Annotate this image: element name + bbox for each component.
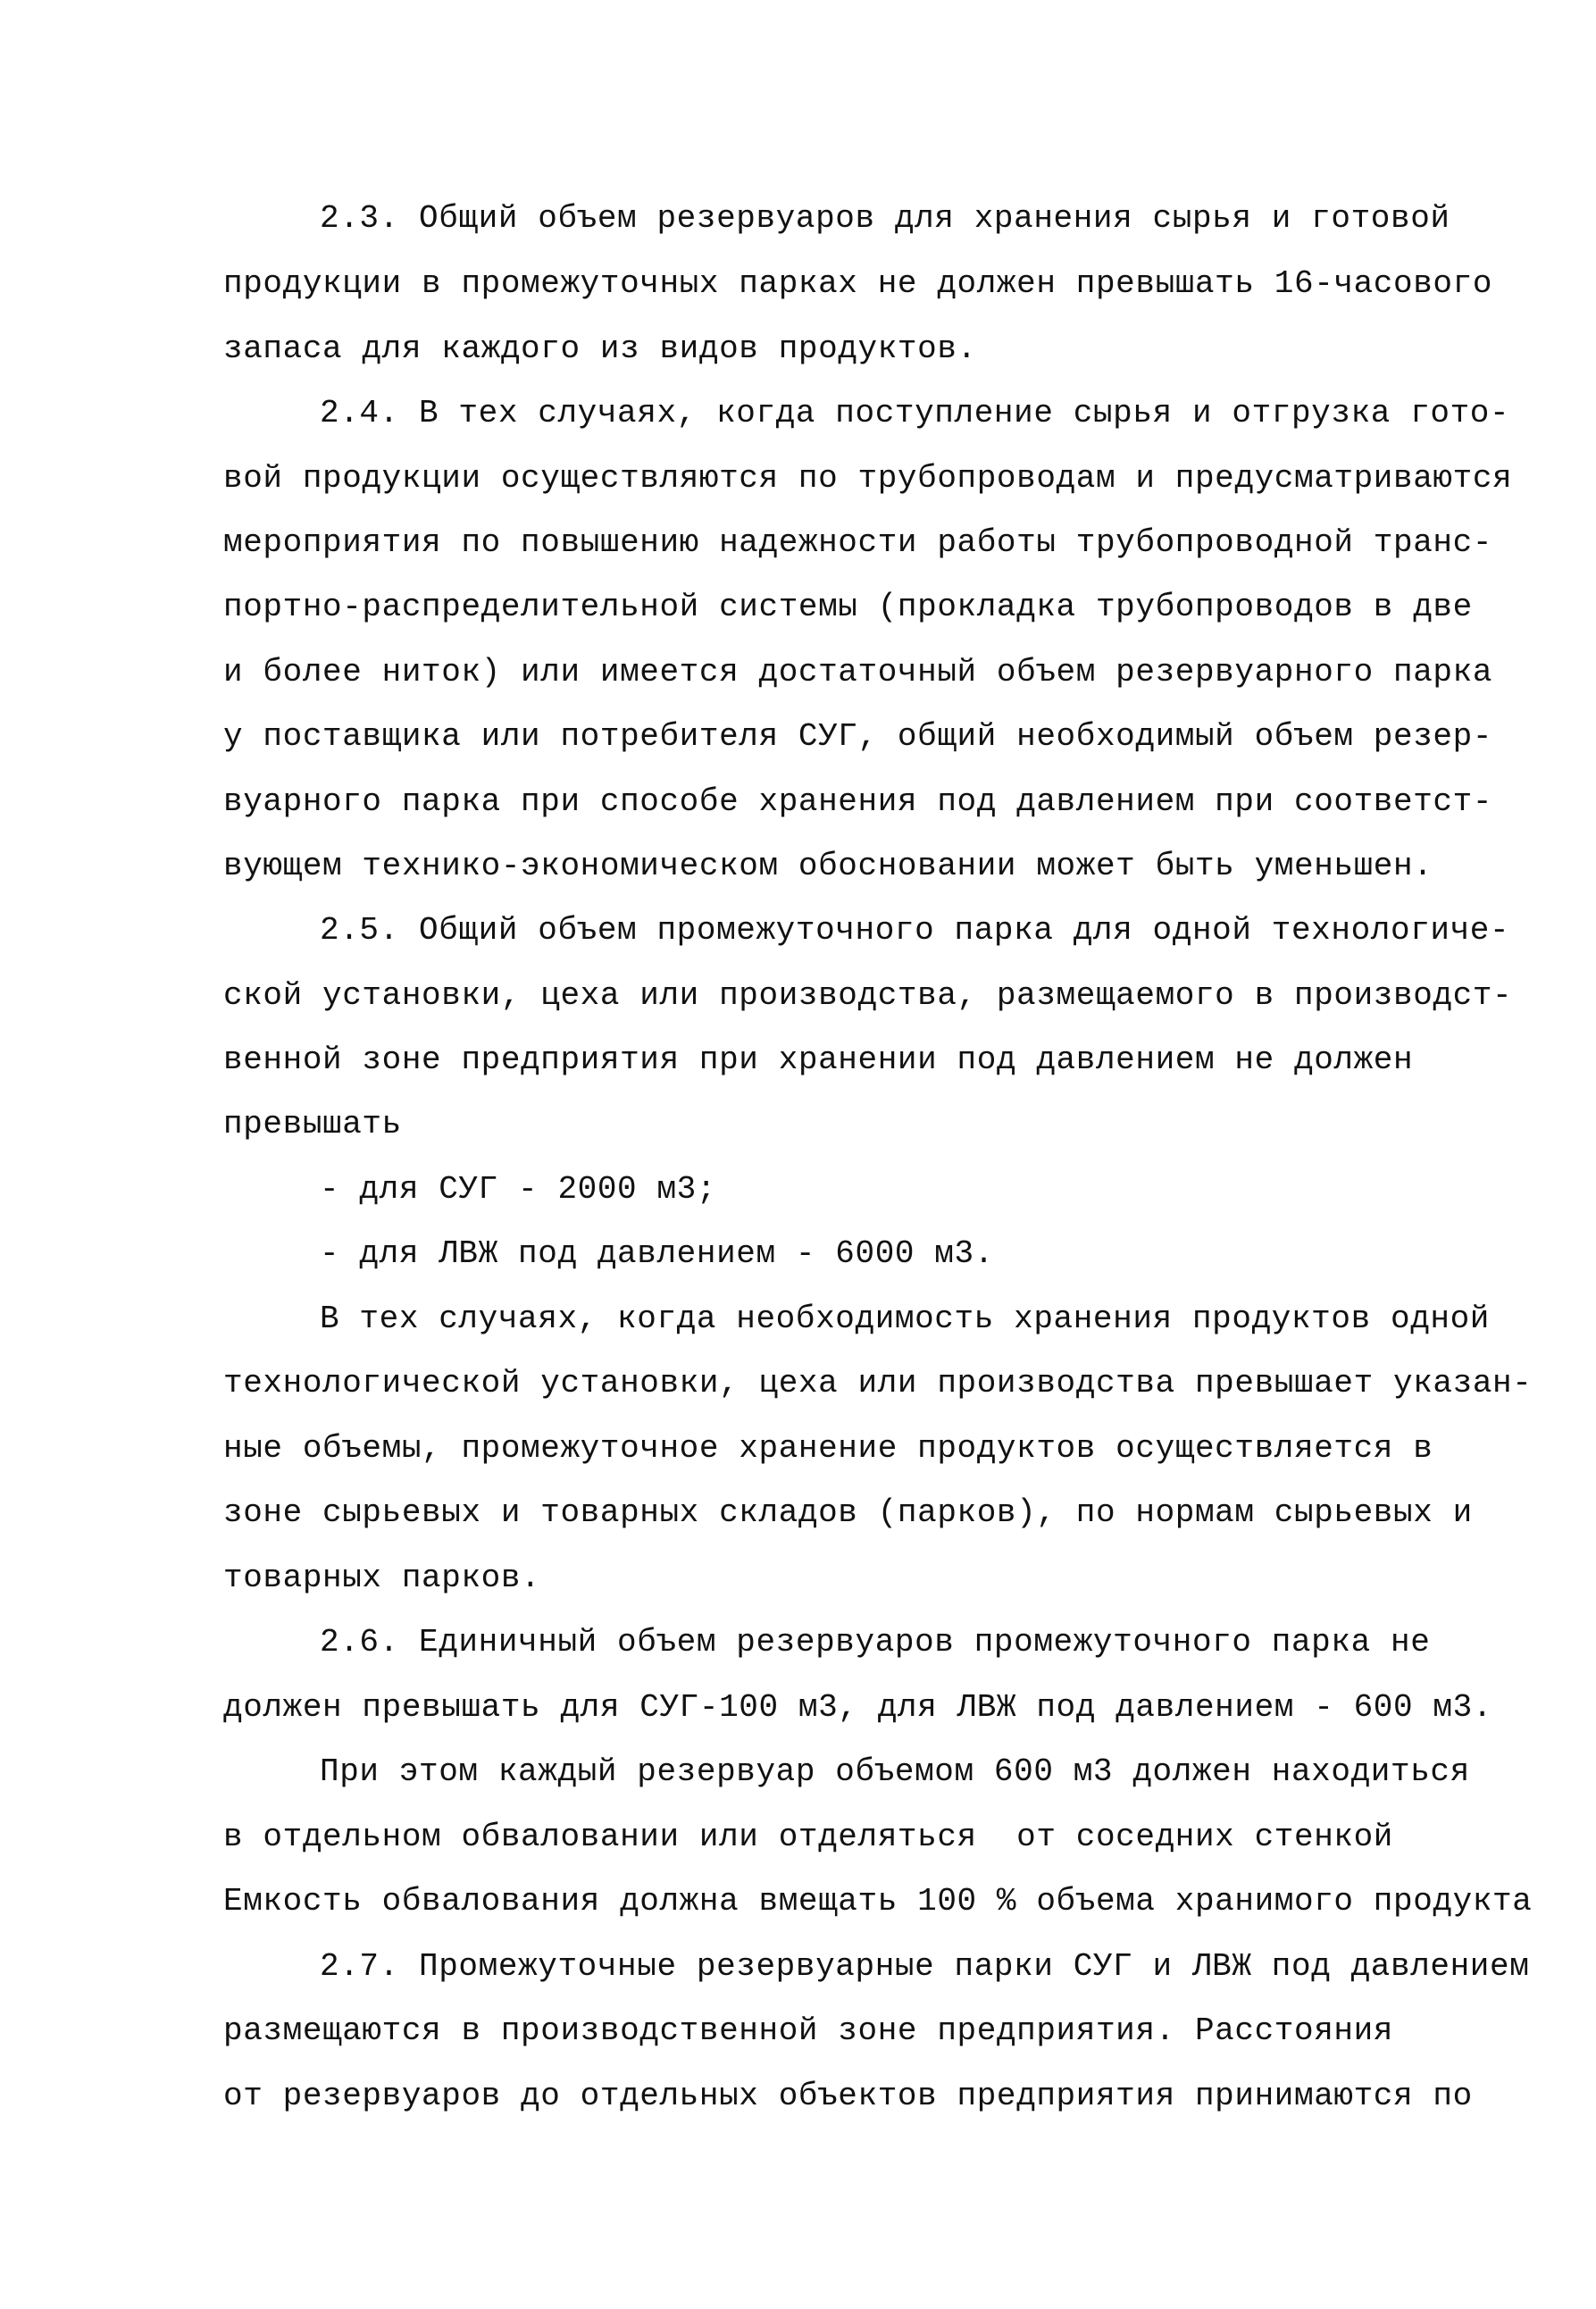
text-line: вующем технико-экономическом обосновании может быть уменьшен.: [223, 848, 1433, 884]
text-line: должен превышать для СУГ-100 м3, для ЛВЖ под давлением - 600 м3.: [223, 1689, 1493, 1726]
text-line: В тех случаях, когда необходимость хранения продуктов одной: [320, 1301, 1491, 1337]
text-line: - для СУГ - 2000 м3;: [320, 1171, 717, 1208]
text-line: продукции в промежуточных парках не должен превышать 16-часового: [223, 265, 1493, 302]
text-line: запаса для каждого из видов продуктов.: [223, 330, 977, 367]
text-line: 2.5. Общий объем промежуточного парка для одной технологиче-: [320, 912, 1510, 949]
text-line: 2.3. Общий объем резервуаров для хранения сырья и готовой: [320, 200, 1450, 237]
text-line: венной зоне предприятия при хранении под давлением не должен: [223, 1042, 1414, 1078]
text-line: 2.6. Единичный объем резервуаров промежуточного парка не: [320, 1624, 1431, 1661]
text-line: технологической установки, цеха или производства превышает указан-: [223, 1365, 1533, 1401]
text-line: в отдельном обваловании или отделяться от соседних стенкой: [223, 1819, 1394, 1855]
text-line: от резервуаров до отдельных объектов предприятия принимаются по: [223, 2078, 1473, 2114]
text-line: у поставщика или потребителя СУГ, общий необходимый объем резер-: [223, 718, 1493, 755]
text-line: зоне сырьевых и товарных складов (парков), по нормам сырьевых и: [223, 1494, 1473, 1531]
text-line: вуарного парка при способе хранения под давлением при соответст-: [223, 783, 1493, 820]
text-line: ные объемы, промежуточное хранение продуктов осуществляется в: [223, 1430, 1433, 1467]
text-line: 2.4. В тех случаях, когда поступление сырья и отгрузка гото-: [320, 395, 1510, 431]
text-line: При этом каждый резервуар объемом 600 м3 должен находиться: [320, 1753, 1470, 1790]
text-line: товарных парков.: [223, 1560, 541, 1596]
text-line: размещаются в производственной зоне предприятия. Расстояния: [223, 2012, 1394, 2049]
text-line: мероприятия по повышению надежности работы трубопроводной транс-: [223, 524, 1493, 561]
text-line: Емкость обвалования должна вмещать 100 % объема хранимого продукта: [223, 1883, 1533, 1920]
text-line: портно-распределительной системы (прокладка трубопроводов в две: [223, 589, 1473, 625]
text-line: ской установки, цеха или производства, размещаемого в производст-: [223, 977, 1513, 1014]
text-line: вой продукции осуществляются по трубопроводам и предусматриваются: [223, 460, 1513, 497]
text-line: - для ЛВЖ под давлением - 6000 м3.: [320, 1235, 994, 1272]
text-line: 2.7. Промежуточные резервуарные парки СУГ и ЛВЖ под давлением: [320, 1948, 1530, 1985]
text-line: превышать: [223, 1106, 402, 1142]
text-line: и более ниток) или имеется достаточный объем резервуарного парка: [223, 654, 1493, 690]
